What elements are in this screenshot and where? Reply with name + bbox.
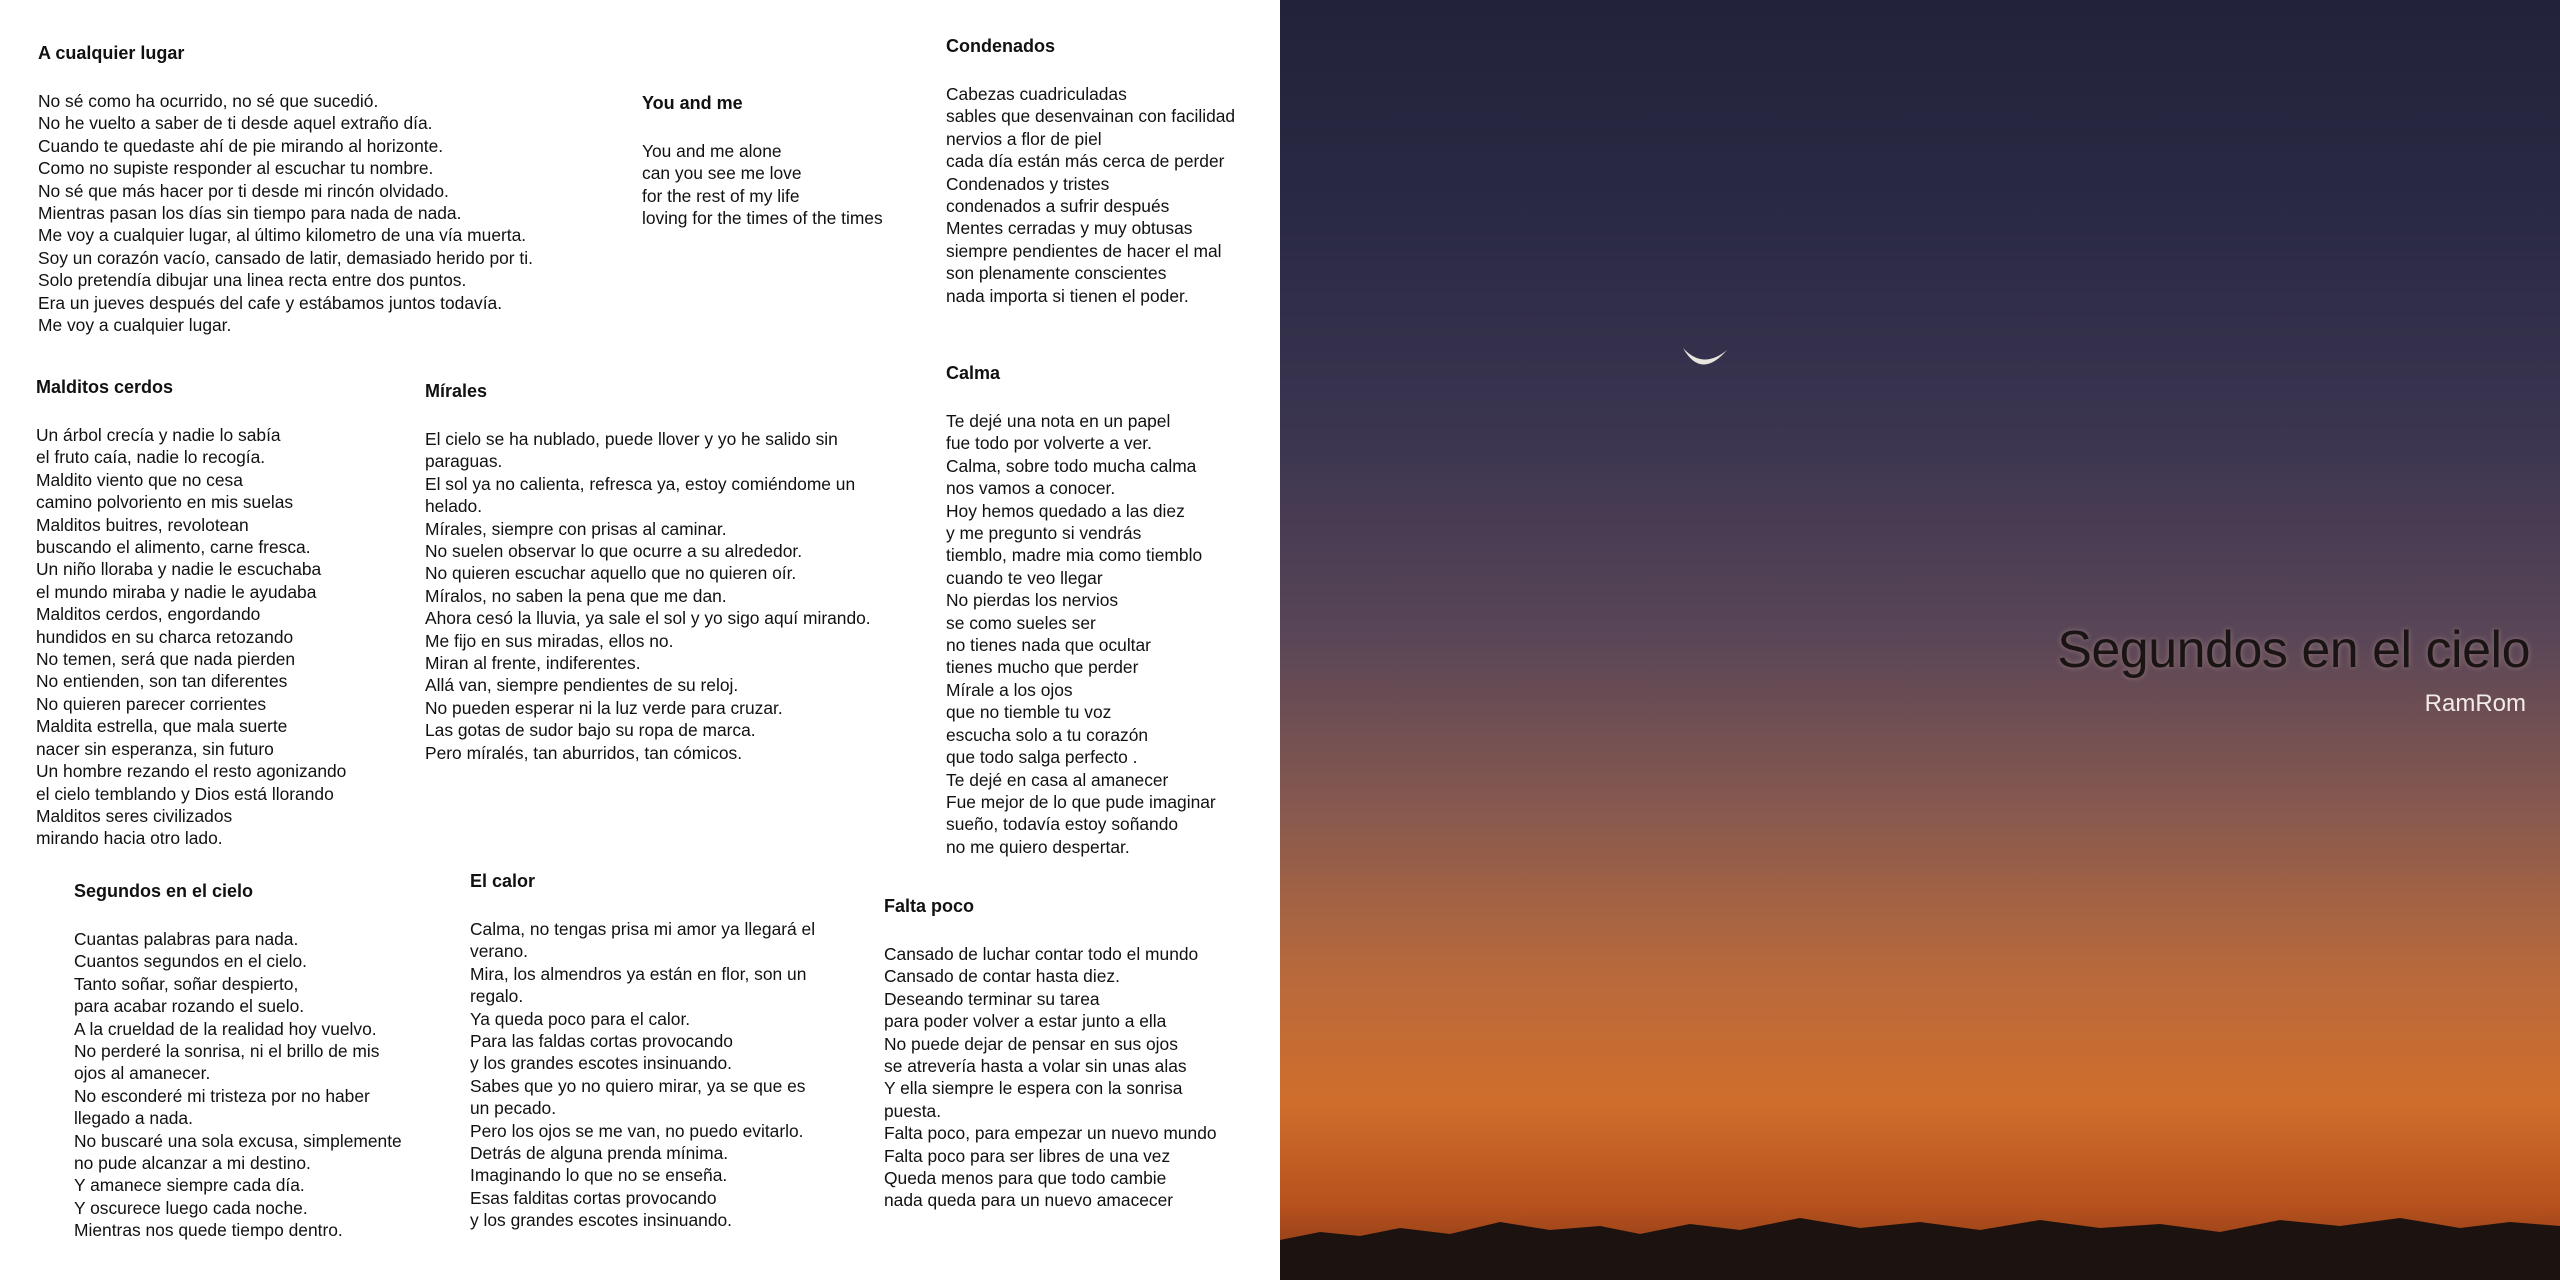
poem-line: Mírale a los ojos [946,679,1073,700]
poem-line: para poder volver a estar junto a ella [884,1011,1167,1032]
poem-line: Para las faldas cortas provocando [470,1031,733,1052]
poem-line: Falta poco, para empezar un nuevo mundo [884,1123,1217,1144]
cover-title: Segundos en el cielo [2057,621,2530,679]
poem-you-and-me [642,92,932,230]
cover-artist: RamRom [2424,690,2526,717]
poem-line: El sol ya no calienta, refresca ya, estoy comiéndome un helado. [425,473,856,517]
poem-line: son plenamente conscientes [946,263,1167,284]
poem-line: No temen, será que nada pierden [36,649,296,670]
poem-line: se atrevería hasta a volar sin unas alas [884,1056,1187,1077]
poem-line: Como no supiste responder al escuchar tu nombre. [38,158,434,179]
poem-line: No buscaré una sola excusa, simplemente no pude alcanzar a mi destino. [74,1130,402,1174]
poem-line: Cuando te quedaste ahí de pie mirando al horizonte. [38,135,444,156]
poem-line: No sé que más hacer por ti desde mi rincón olvidado. [38,180,449,201]
poem-line: No perderé la sonrisa, ni el brillo de mis ojos al amanecer. [74,1041,380,1084]
poem-line: camino polvoriento en mis suelas [36,492,294,513]
poem-line: Condenados y tristes [946,173,1110,194]
poem-line: el cielo temblando y Dios está llorando [36,783,334,804]
poem-line: No quieren parecer corrientes [36,693,267,714]
poem-line: Maldita estrella, que mala suerte [36,716,288,737]
poem-line: Y ella siempre le espera con la sonrisa puesta. [884,1078,1183,1121]
poem-line: Cansado de luchar contar todo el mundo [884,944,1199,964]
poem-condenados [946,35,1276,307]
poem-line: Te dejé una nota en un papel [946,411,1171,431]
poem-lines [946,410,1276,858]
poem-line: Tanto soñar, soñar despierto, [74,973,299,994]
poem-line: No pueden esperar ni la luz verde para cruzar. [425,697,783,718]
poem-line: no tienes nada que ocultar [946,635,1151,656]
poem-line: Las gotas de sudor bajo su ropa de marca. [425,720,756,741]
poem-line: Esas falditas cortas provocando [470,1187,717,1208]
poem-title: A cualquier lugar [38,43,185,63]
poem-line: Cuantas palabras para nada. [74,929,299,949]
poem-line: No sé como ha ocurrido, no sé que sucedió. [38,91,379,111]
poem-line: Mírales, siempre con prisas al caminar. [425,518,727,539]
poem-line: Malditos seres civilizados [36,805,233,826]
poem-line: A la crueldad de la realidad hoy vuelvo. [74,1018,377,1039]
poem-lines [946,83,1276,307]
poem-title: Condenados [946,36,1056,56]
poem-line: Míralos, no saben la pena que me dan. [425,585,727,606]
poem-line: el fruto caía, nadie lo recogía. [36,447,266,468]
poem-line: Cansado de contar hasta diez. [884,966,1120,987]
poem-line: que no tiemble tu voz [946,702,1112,723]
poem-line: nada importa si tienen el poder. [946,285,1189,306]
mountain-silhouette [1280,1200,2560,1280]
poem-el-calor [470,870,820,1232]
poem-line: no me quiero despertar. [946,836,1130,857]
poem-line: Cabezas cuadriculadas [946,84,1127,104]
poem-line: cuando te veo llegar [946,567,1103,588]
poem-line: nos vamos a conocer. [946,478,1116,499]
poem-line: Me voy a cualquier lugar, al último kilometro de una vía muerta. [38,225,527,246]
poem-line: siempre pendientes de hacer el mal [946,240,1222,261]
poem-line: Pero los ojos se me van, no puedo evitarlo. [470,1120,804,1141]
crescent-moon-icon [1675,340,1735,380]
poem-line: nada queda para un nuevo amacecer [884,1190,1174,1211]
poem-line: El cielo se ha nublado, puede llover y yo he salido sin paraguas. [425,429,838,472]
poem-line: No entienden, son tan diferentes [36,671,288,692]
poem-line: Un niño lloraba y nadie le escuchaba [36,559,322,580]
poem-title: Mírales [425,381,488,401]
poem-line: buscando el alimento, carne fresca. [36,537,311,558]
poem-line: Fue mejor de lo que pude imaginar [946,791,1216,812]
poem-line: sables que desenvainan con facilidad [946,106,1236,127]
poem-line: Y oscurece luego cada noche. [74,1197,308,1218]
poem-mirales [425,380,895,764]
poem-line: mirando hacia otro lado. [36,828,223,849]
album-cover [1280,0,2560,1280]
poem-line: cada día están más cerca de perder [946,151,1225,172]
poem-line: Maldito viento que no cesa [36,469,243,490]
poem-line: Ya queda poco para el calor. [470,1008,691,1029]
poem-line: No quieren escuchar aquello que no quieren oír. [425,563,797,584]
poem-line: y los grandes escotes insinuando. [470,1210,732,1231]
poem-title: Segundos en el cielo [74,881,254,901]
poem-line: No he vuelto a saber de ti desde aquel extraño día. [38,113,433,134]
poem-line: Hoy hemos quedado a las diez [946,500,1185,521]
poem-line: nervios a flor de piel [946,128,1102,149]
poem-falta-poco [884,895,1224,1212]
poem-lines [74,928,414,1242]
poem-title: You and me [642,93,743,113]
poem-line: Sabes que yo no quiero mirar, ya se que es un pecado. [470,1075,806,1119]
poem-line: Calma, no tengas prisa mi amor ya llegará el verano. [470,919,816,962]
poem-line: Era un jueves después del cafe y estábamos juntos todavía. [38,292,503,313]
poem-line: nacer sin esperanza, sin futuro [36,738,274,759]
poem-line: Imaginando lo que no se enseña. [470,1165,728,1186]
poem-line: Me fijo en sus miradas, ellos no. [425,630,674,651]
poem-title: Calma [946,363,1001,383]
poem-line: y me pregunto si vendrás [946,523,1142,544]
poem-line: Soy un corazón vacío, cansado de latir, demasiado herido por ti. [38,247,533,268]
poem-line: Pero míralés, tan aburridos, tan cómicos. [425,742,743,763]
poem-line: tienes mucho que perder [946,657,1139,678]
poem-line: tiemblo, madre mia como tiemblo [946,545,1203,566]
poem-line: Te dejé en casa al amanecer [946,769,1169,790]
poem-line: Malditos buitres, revolotean [36,514,249,535]
poem-line: Un árbol crecía y nadie lo sabía [36,425,281,445]
poem-line: sueño, todavía estoy soñando [946,814,1179,835]
poem-line: Falta poco para ser libres de una vez [884,1145,1171,1166]
poem-line: Malditos cerdos, engordando [36,604,261,625]
poem-lines [425,428,895,764]
poem-calma [946,362,1276,858]
poem-malditos-cerdos [36,376,406,850]
poem-line: for the rest of my life [642,185,800,206]
poem-a-cualquier-lugar [38,42,598,336]
poem-line: Mientras nos quede tiempo dentro. [74,1220,343,1241]
poem-line: hundidos en su charca retozando [36,626,294,647]
poem-lines [470,918,820,1232]
poem-line: No suelen observar lo que ocurre a su alrededor. [425,541,803,562]
poem-line: No esconderé mi tristeza por no haber llegado a nada. [74,1085,370,1129]
poem-line: condenados a sufrir después [946,196,1170,217]
poem-lines [36,424,406,850]
poem-title: Malditos cerdos [36,377,174,397]
poem-line: escucha solo a tu corazón [946,724,1149,745]
poem-line: Me voy a cualquier lugar. [38,315,232,336]
poem-line: se como sueles ser [946,612,1096,633]
poem-line: Allá van, siempre pendientes de su reloj. [425,675,739,696]
poem-line: Ahora cesó la lluvia, ya sale el sol y yo sigo aquí mirando. [425,608,871,629]
poem-line: para acabar rozando el suelo. [74,996,305,1017]
poem-line: Calma, sobre todo mucha calma [946,455,1197,476]
poem-line: loving for the times of the times [642,208,883,229]
poem-line: You and me alone [642,141,782,161]
poem-line: can you see me love [642,163,802,184]
poem-line: Un hombre rezando el resto agonizando [36,761,347,782]
poem-line: Mientras pasan los días sin tiempo para nada de nada. [38,203,462,224]
poem-line: Miran al frente, indiferentes. [425,653,641,674]
poem-line: Queda menos para que todo cambie [884,1168,1167,1189]
poem-line: Mentes cerradas y muy obtusas [946,218,1193,239]
poem-lines [38,90,598,336]
poem-line: Y amanece siempre cada día. [74,1175,305,1196]
poem-title: Falta poco [884,896,975,916]
poem-line: No pierdas los nervios [946,590,1119,611]
poem-line: y los grandes escotes insinuando. [470,1053,732,1074]
poem-line: Deseando terminar su tarea [884,988,1100,1009]
poem-segundos-en-el-cielo [74,880,414,1242]
poem-lines [884,943,1224,1212]
poem-line: Detrás de alguna prenda mínima. [470,1143,729,1164]
poem-line: que todo salga perfecto . [946,747,1138,768]
poem-lines [642,140,932,230]
poem-line: el mundo miraba y nadie le ayudaba [36,581,317,602]
poem-line: fue todo por volverte a ver. [946,433,1152,454]
poem-line: Mira, los almendros ya están en flor, son un regalo. [470,963,807,1007]
poem-line: Cuantos segundos en el cielo. [74,951,307,972]
poem-title: El calor [470,871,536,891]
poem-line: Solo pretendía dibujar una linea recta entre dos puntos. [38,270,467,291]
poem-line: No puede dejar de pensar en sus ojos [884,1033,1178,1054]
